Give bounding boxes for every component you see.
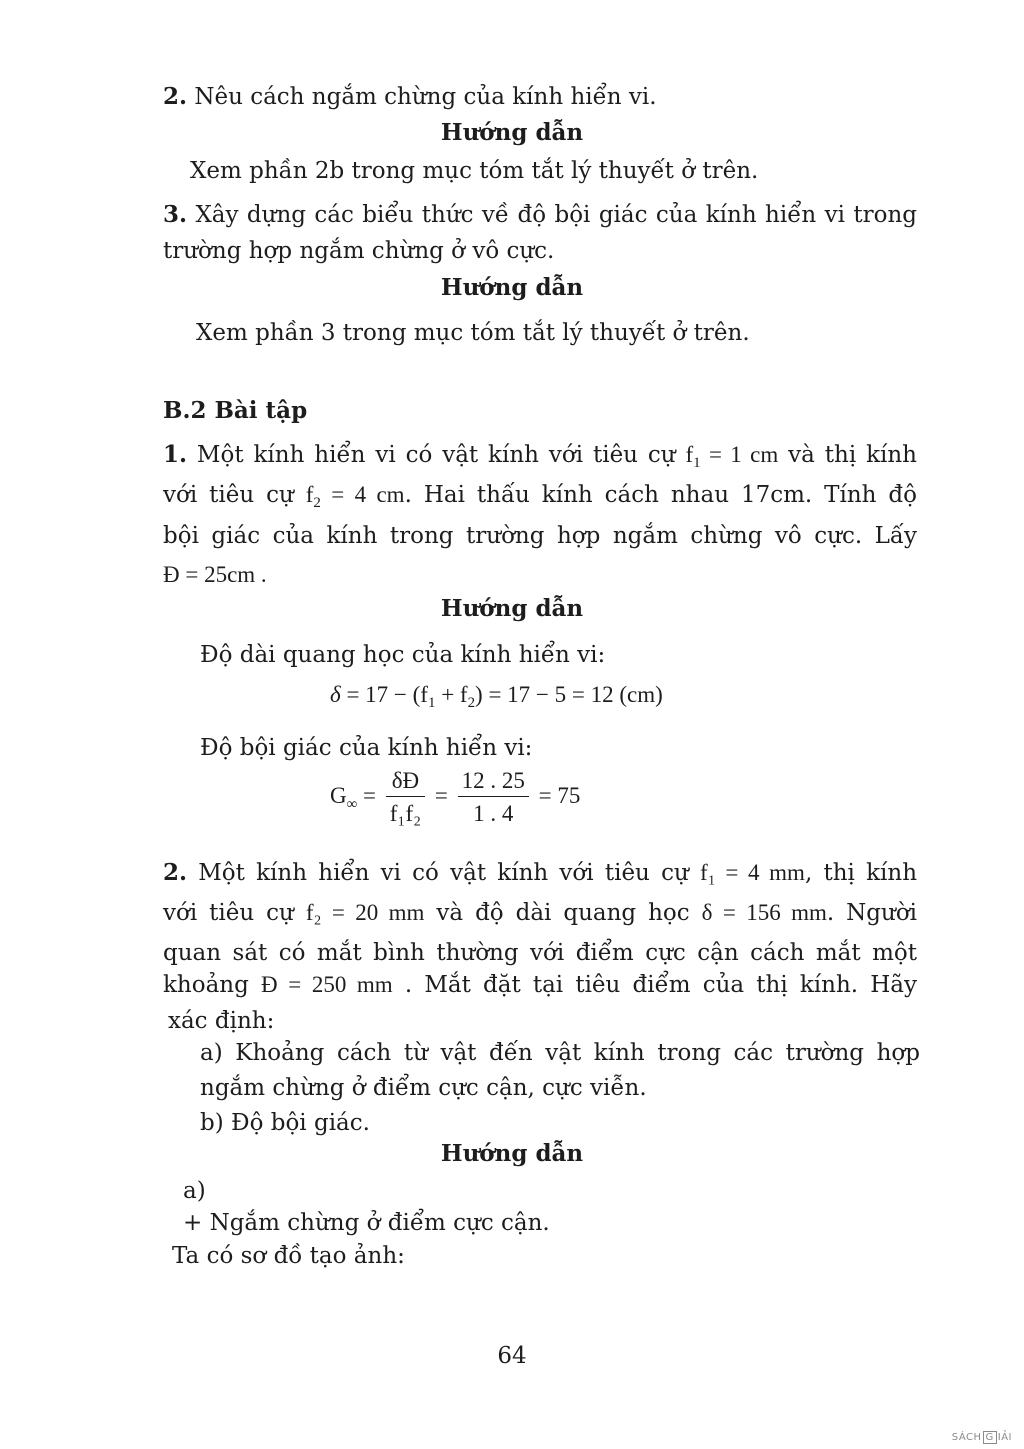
math-inline: $f_2 = 4$ cm — [305, 482, 405, 512]
guide-heading: Hướng dẫn — [440, 1140, 584, 1167]
exercise-text: Một kính hiển vi có vật kính với tiêu cự — [196, 442, 676, 468]
math-inline: δ = 156 mm — [701, 900, 827, 925]
exercise-text: Một kính hiển vi có vật kính với tiêu cự — [198, 860, 689, 886]
part-a-line2: ngắm chừng ở điểm cực cận, cực viễn. — [200, 1075, 647, 1101]
answer-a-label: a) — [183, 1178, 206, 1204]
fraction: $\frac{\delta Đ}{\text{f₁f₂}}$ — [386, 768, 425, 828]
math-inline: Đ = 250 mm — [261, 972, 393, 997]
exercise-text: . Hai thấu kính cách nhau 17cm. Tính độ — [404, 482, 917, 508]
exercise-number: 2. — [163, 859, 188, 886]
question-2 — [163, 84, 657, 110]
exercise-2-line1 — [163, 860, 917, 886]
exercise-1-line2 — [163, 482, 917, 512]
question-number: 2. — [163, 83, 188, 110]
fraction: $\frac{12 . 25}{1 . 4}$ — [458, 768, 529, 828]
math-inline: $f_1 = 1$ cm — [685, 442, 779, 472]
exercise-text: khoảng — [163, 972, 249, 998]
solution-text: Độ dài quang học của kính hiển vi: — [200, 642, 606, 668]
part-a-line1: a) Khoảng cách từ vật đến vật kính trong các trường hợp — [200, 1040, 920, 1066]
exercise-text: . Người — [826, 900, 918, 926]
exercise-1-line3: bội giác của kính trong trường hợp ngắm chừng vô cực. Lấy — [163, 523, 917, 549]
watermark-logo: SÁCH G IẢI — [951, 1432, 1012, 1443]
exercise-2-line4 — [163, 972, 917, 998]
question-text: Nêu cách ngắm chừng của kính hiển vi. — [194, 84, 657, 110]
guide-heading: Hướng dẫn — [440, 595, 584, 622]
math-inline: f₂ = 20 mm — [305, 900, 425, 925]
exercise-text: . Mắt đặt tại tiêu điểm của thị kính. Hãy — [404, 972, 918, 998]
guide-heading: Hướng dẫn — [440, 274, 584, 301]
page-number: 64 — [497, 1343, 527, 1369]
answer-a-line2: Ta có sơ đồ tạo ảnh: — [172, 1243, 405, 1269]
question-number: 3. — [163, 201, 188, 228]
question-text: Xây dựng các biểu thức về độ bội giác của kính hiển vi trong — [195, 202, 917, 228]
question-3-line2: trường hợp ngắm chừng ở vô cực. — [163, 238, 555, 264]
section-title: B.2 Bài tập — [163, 397, 308, 424]
exercise-1-line4: Đ = 25cm . — [163, 562, 267, 587]
answer-a-line1: + Ngắm chừng ở điểm cực cận. — [183, 1210, 550, 1236]
guide-text: Xem phần 2b trong mục tóm tắt lý thuyết ở trên. — [190, 158, 759, 184]
exercise-text: với tiêu cự — [163, 482, 294, 508]
exercise-2-line5: xác định: — [168, 1008, 275, 1034]
exercise-2-line3: quan sát có mắt bình thường với điểm cực cận cách mắt một — [163, 940, 917, 966]
exercise-text: với tiêu cự — [163, 900, 294, 926]
exercise-2-line2 — [163, 900, 917, 926]
exercise-text: , thị kính — [804, 860, 918, 886]
question-3-line1 — [163, 202, 917, 228]
exercise-text: và độ dài quang học — [436, 900, 690, 926]
part-b: b) Độ bội giác. — [200, 1110, 370, 1136]
exercise-1-line1 — [163, 441, 917, 472]
guide-heading: Hướng dẫn — [440, 119, 584, 146]
exercise-number: 1. — [163, 441, 188, 468]
equation-magnification: $G_\infty$ = $\frac{\delta Đ}{\text{f₁f₂}}$ = $\frac{12 . 25}{1 . 4}$ = 75 — [330, 768, 581, 827]
guide-text: Xem phần 3 trong mục tóm tắt lý thuyết ở trên. — [196, 320, 750, 346]
math-inline: f₁ = 4 mm — [700, 860, 805, 885]
exercise-text: và thị kính — [788, 442, 917, 468]
equation-optical-length: $\delta = 17 - (f_1 + f_2) = 17 - 5 = 12$ (cm) — [330, 682, 663, 712]
solution-text: Độ bội giác của kính hiển vi: — [200, 735, 533, 761]
